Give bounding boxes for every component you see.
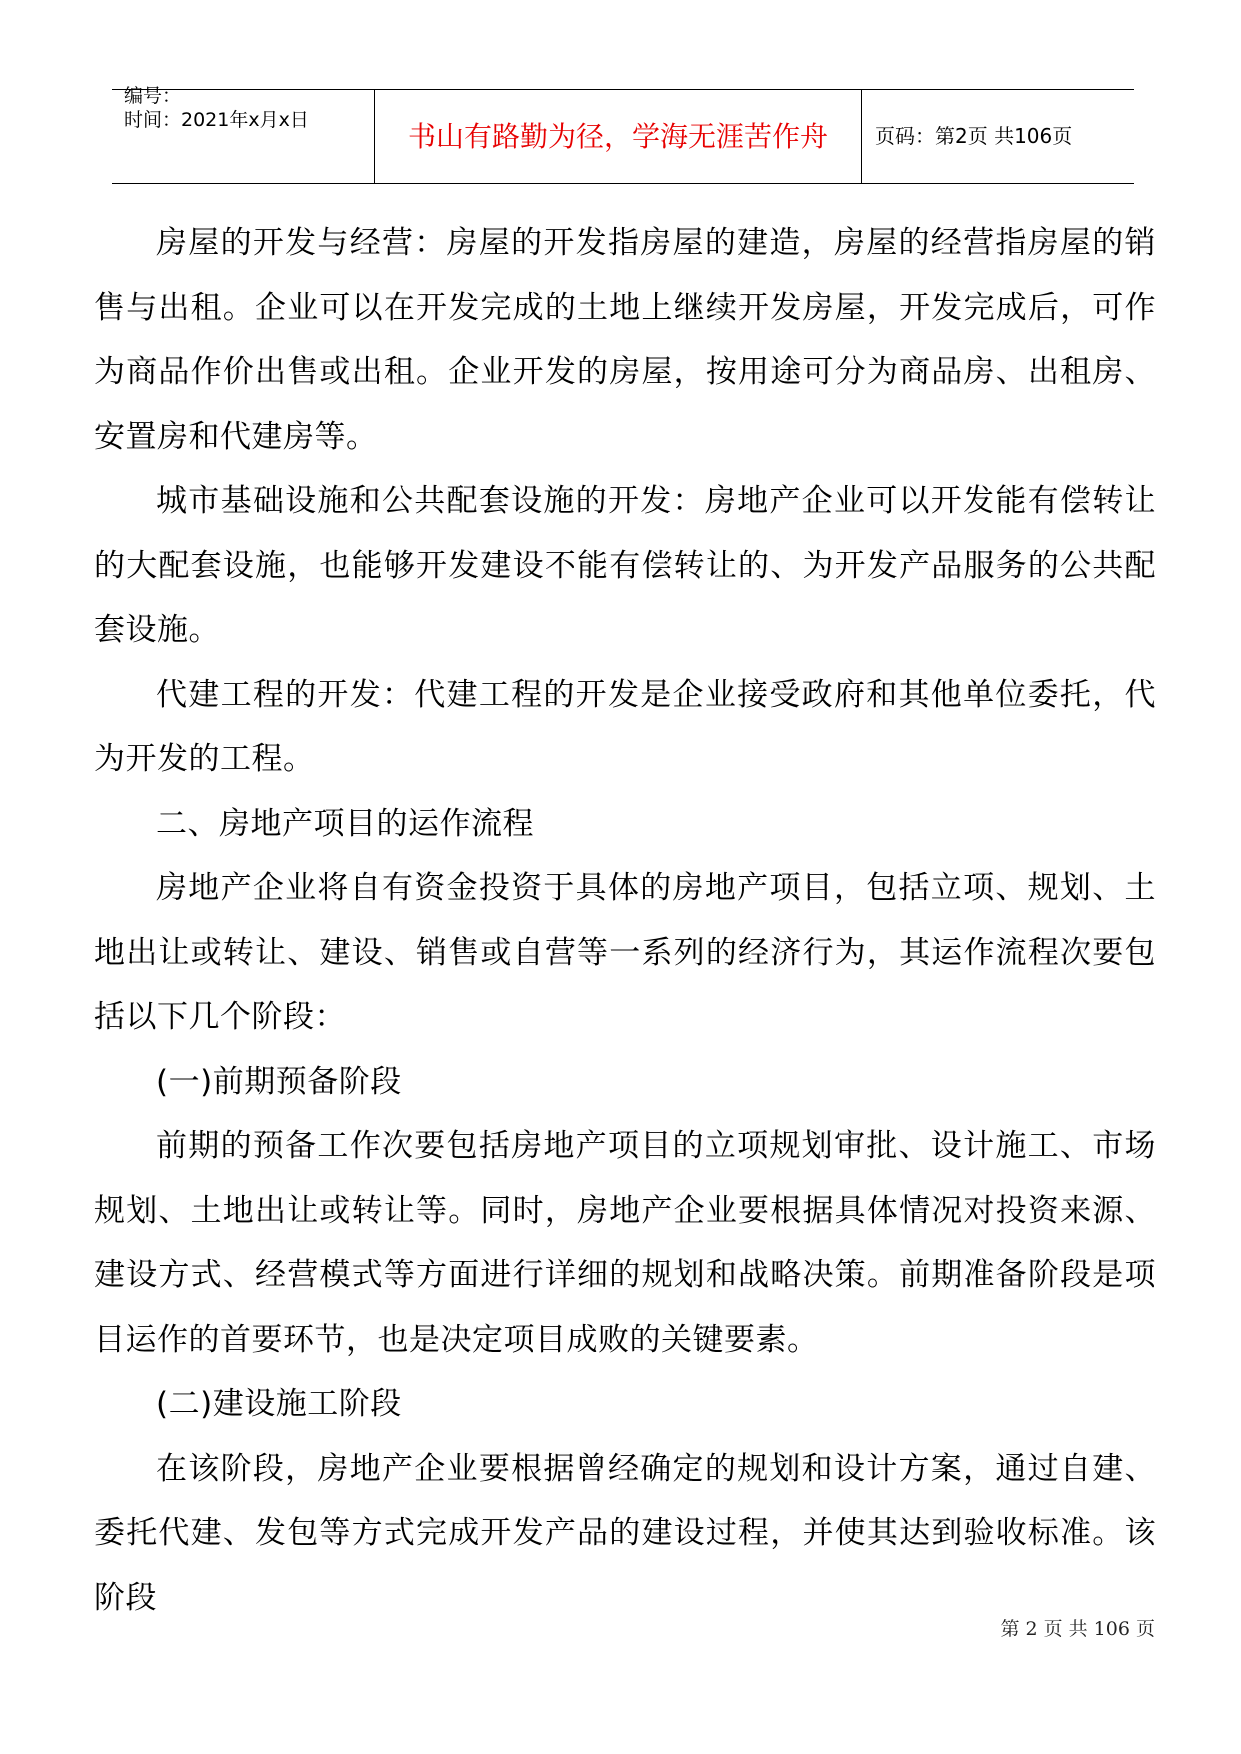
document-date: 时间：2021年x月x日 <box>124 109 309 131</box>
header-page-cell <box>861 90 1134 183</box>
header-motto-cell <box>374 90 862 183</box>
document-body <box>94 211 1156 1630</box>
motto-text: 书山有路勤为径，学海无涯苦作舟 <box>407 120 828 153</box>
paragraph-infrastructure: 城市基础设施和公共配套设施的开发：房地产企业可以开发能有偿转让的大配套设施，也能够开发建设不能有偿转让的、为开发产品服务的公共配套设施。 <box>94 483 1156 648</box>
paragraph-construction: 在该阶段，房地产企业要根据曾经确定的规划和设计方案，通过自建、委托代建、发包等方式完成开发产品的建设过程，并使其达到验收标准。该阶段 <box>94 1450 1156 1616</box>
subheading-preparation-stage: (一)前期预备阶段 <box>156 1063 402 1100</box>
document-number-label: 编号： <box>124 85 182 107</box>
paragraph-agency-construction: 代建工程的开发：代建工程的开发是企业接受政府和其他单位委托，代为开发的工程。 <box>94 676 1156 777</box>
paragraph-housing-development: 房屋的开发与经营：房屋的开发指房屋的建造，房屋的经营指房屋的销售与出租。企业可以在开发完成的土地上继续开发房屋，开发完成后，可作为商品作价出售或出租。企业开发的房屋，按用途可分为商品房、出租房、安置房和代建房等。 <box>94 225 1156 455</box>
paragraph-process-overview: 房地产企业将自有资金投资于具体的房地产项目，包括立项、规划、土地出让或转让、建设、销售或自营等一系列的经济行为，其运作流程次要包括以下几个阶段： <box>94 870 1156 1035</box>
paragraph-preparation: 前期的预备工作次要包括房地产项目的立项规划审批、设计施工、市场规划、土地出让或转让等。同时，房地产企业要根据具体情况对投资来源、建设方式、经营模式等方面进行详细的规划和战略决策。前期准备阶段是项目运作的首要环节，也是决定项目成败的关键要素。 <box>94 1128 1156 1358</box>
subheading-construction-stage: (二)建设施工阶段 <box>156 1386 402 1422</box>
header-table <box>112 85 1134 184</box>
header-page-info: 页码：第2页 共106页 <box>875 124 1073 148</box>
section-heading-2: 二、房地产项目的运作流程 <box>156 805 534 842</box>
header-meta-cell <box>112 85 374 183</box>
page-footer: 第 2 页 共 106 页 <box>1000 1618 1155 1640</box>
